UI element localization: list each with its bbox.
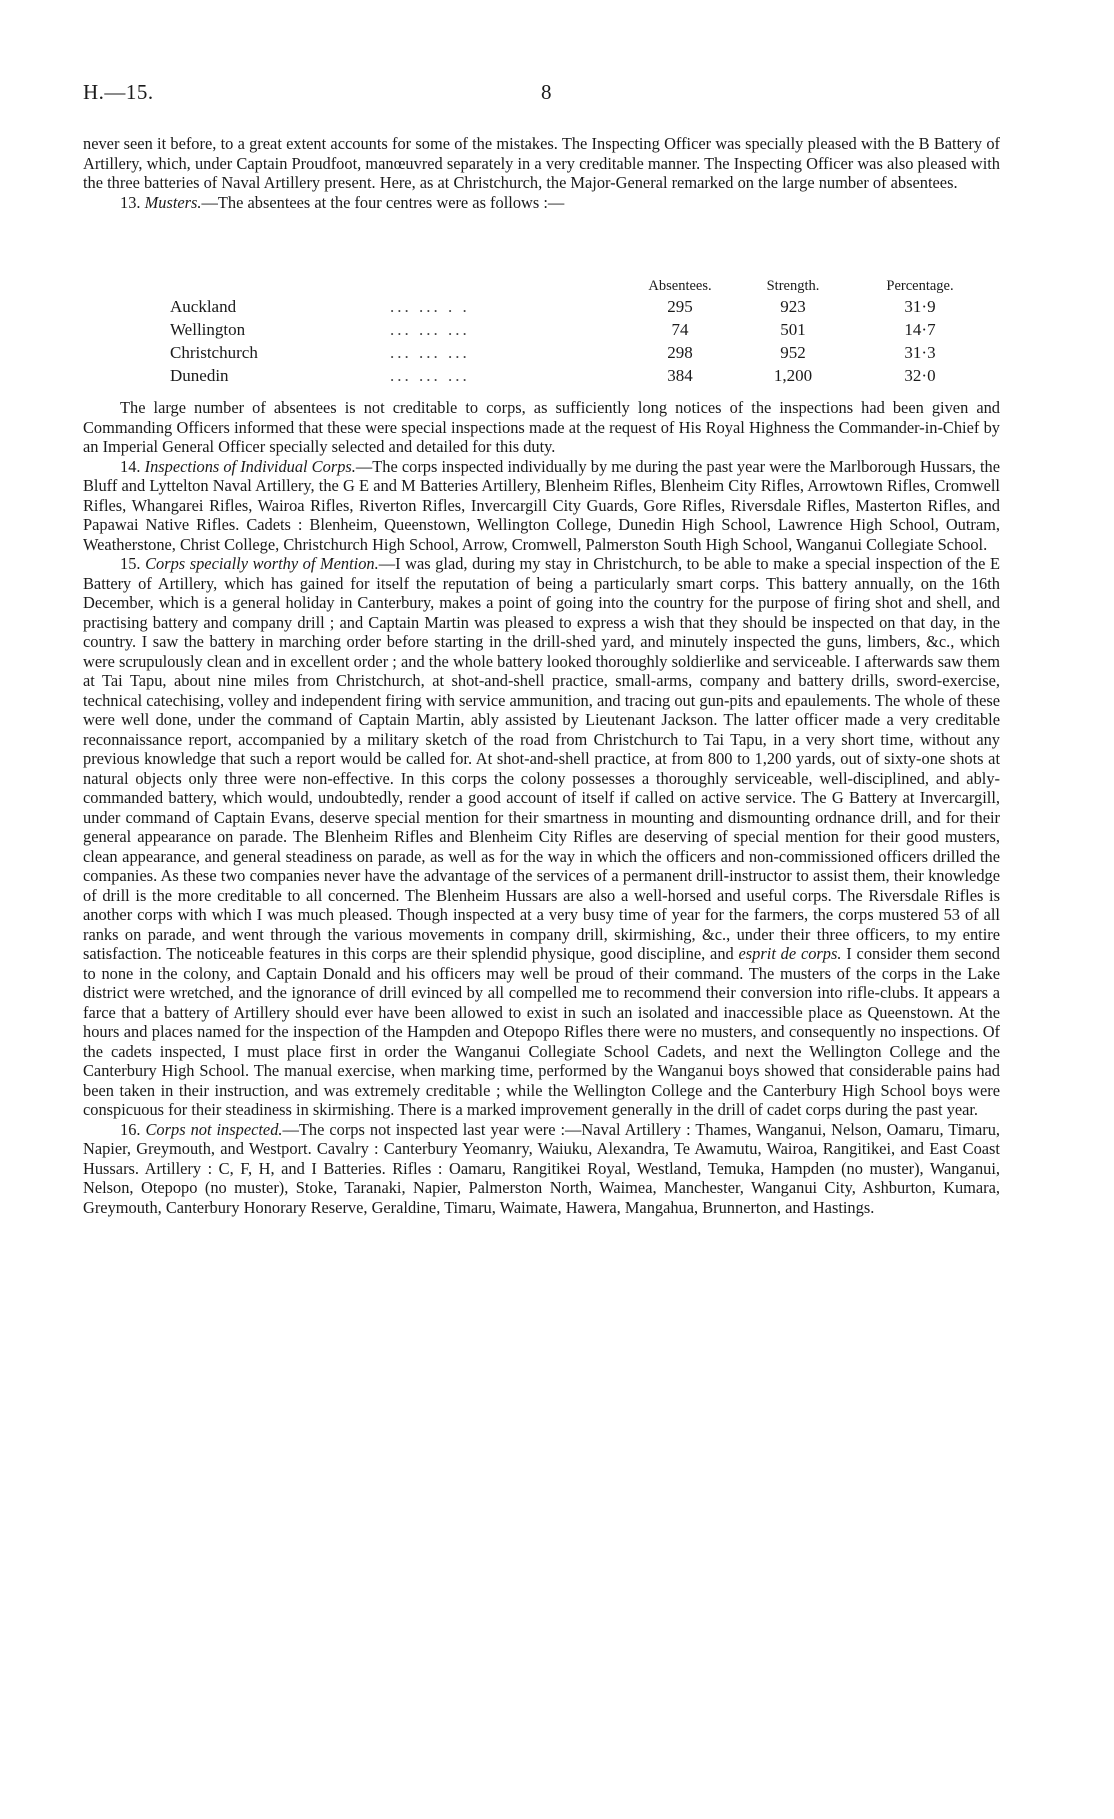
section-13-number: 13. <box>120 192 141 212</box>
leader-dots: ... ... ... <box>390 366 470 385</box>
section-16-heading: Corps not inspected. <box>145 1119 283 1139</box>
centre-name: Dunedin <box>170 366 229 385</box>
paragraph-absentees: The large number of absentees is not creditable to corps, as sufficiently long notices of the inspections had been given and Commanding Officers informed that these were special inspections made at the request of His Royal Highness the Commander-in-Chief by an Imperial General Officer specially selected and detailed for this duty. <box>83 398 1000 456</box>
strength-value: 1,200 <box>773 366 813 385</box>
absentees-value: 74 <box>671 320 689 339</box>
section-13-intro <box>83 193 1000 213</box>
strength-value: 952 <box>780 343 806 362</box>
centre-name: Christchurch <box>170 343 258 362</box>
section-15-number: 15. <box>120 554 141 573</box>
col-strength-header: Strength. <box>766 278 820 294</box>
body-text-main <box>83 398 1000 1217</box>
document-reference: H.—15. <box>83 80 154 104</box>
section-15 <box>83 554 1000 1120</box>
strength-value: 923 <box>780 297 806 316</box>
absentees-value: 295 <box>667 297 693 316</box>
col-absentees-header: Absentees. <box>648 278 712 294</box>
paragraph-continued: never seen it before, to a great extent accounts for some of the mistakes. The Inspecting Officer was specially pleased with the B Battery of Artillery, which, under Captain Proudfoot, manœuvred separately in a very creditable manner. The Inspecting Officer was also pleased with the three batteries of Naval Artillery present. Here, as at Christchurch, the Major-General remarked on the large number of absentees. <box>83 134 1000 192</box>
section-16 <box>83 1120 1000 1218</box>
section-15-heading: Corps specially worthy of Mention. <box>145 554 379 573</box>
table-row <box>170 295 970 318</box>
absentees-value: 384 <box>667 366 693 385</box>
section-16-number: 16. <box>120 1119 141 1139</box>
percentage-value: 31·3 <box>904 343 936 362</box>
table-row <box>170 318 970 341</box>
leader-dots: ... ... ... <box>390 343 470 362</box>
strength-value: 501 <box>780 320 806 339</box>
musters-table <box>170 275 970 387</box>
section-14-heading: Inspections of Individual Corps. <box>144 456 356 476</box>
body-text-top <box>83 134 1000 212</box>
table-row <box>170 341 970 364</box>
section-15-text: —I was glad, during my stay in Christchurch, to be able to make a special inspection of the E Battery of Artillery, which has gained for itself the reputation of being a particularly smart corps. This battery annually, on the 16th December, which is a general holiday in Canterbury, makes a point of going into the country for the purpose of firing shot and shell, and practising battery and company drill ; and Captain Martin was pleased to express a wish that they should be inspected on that day, in the country. I saw the battery in marching order before starting in the drill-shed yard, and minutely inspected the guns, limbers, &c., which were scrupulously clean and in excellent order ; and the whole battery looked thoroughly soldierlike and serviceable. I afterwards saw them at Tai Tapu, about nine miles from Christchurch, at shot-and-shell practice, small-arms, company and battery drills, sword-exercise, technical catechising, volley and independent firing with service ammunition, and tracing out gun-pits and epaulements. The whole of these were well done, under the command of Captain Martin, ably assisted by Lieutenant Jackson. The latter officer made a very creditable reconnaissance report, accompanied by a military sketch of the road from Christchurch to Tai Tapu, in a very short time, without any previous knowledge that such a report would be called for. At shot-and-shell practice, at from 800 to 1,200 yards, out of sixty-one shots at natural objects only three were non-effective. In this corps the colony possesses a thoroughly serviceable, well-disciplined, and ably-commanded battery, which would, undoubtedly, render a good account of itself if called on active service. The G Battery at Invercargill, under command of Captain Evans, deserve special mention for their smartness in mounting and dismounting ordnance drill, and for their general appearance on parade. The Blenheim Rifles and Blenheim City Rifles are deserving of special mention for their good musters, clean appearance, and general steadiness on parade, as well as for the way in which the officers and non-commissioned officers drilled the companies. As these two companies never have the advantage of the services of a permanent drill-instructor to assist them, their knowledge of drill is the more creditable to all concerned. The Blenheim Hussars are also a well-horsed and useful corps. The Riversdale Rifles is another corps with which I was much pleased. Though inspected at a very busy time of year for the farmers, the corps mustered 53 of all ranks on parade, and went through the various movements in company drill, skirmishing, &c., under their three officers, to my entire satisfaction. The noticeable features in this corps are their splendid physique, good discipline, and <box>83 554 1000 963</box>
col-percentage-header: Percentage. <box>886 278 954 294</box>
centre-name: Auckland <box>170 297 237 316</box>
centre-name: Wellington <box>170 320 246 339</box>
section-14 <box>83 457 1000 555</box>
table-row <box>170 364 970 387</box>
percentage-value: 32·0 <box>904 366 936 385</box>
section-15-italic-phrase: esprit de corps. <box>738 944 842 963</box>
section-14-text: —The corps inspected individually by me during the past year were the Marlborough Hussars, the Bluff and Lyttelton Naval Artillery, the G E and M Batteries Artillery, Blenheim Rifles, Blenheim City Rifles, Arrowtown Rifles, Cromwell Rifles, Whangarei Rifles, Wairoa Rifles, Riverton Rifles, Invercargill City Guards, Gore Rifles, Riversdale Rifles, Masterton Rifles, and Papawai Native Rifles. Cadets : Blenheim, Queenstown, Wellington College, Dunedin High School, Lawrence High School, Outram, Weatherstone, Christ College, Christchurch High School, Arrow, Cromwell, Palmerston South High School, Wanganui Collegiate School. <box>83 456 1001 554</box>
section-14-number: 14. <box>120 456 141 476</box>
section-13-text: —The absentees at the four centres were as follows :— <box>201 192 565 212</box>
percentage-value: 14·7 <box>904 320 936 339</box>
section-13-heading: Musters. <box>144 192 202 212</box>
page-number: 8 <box>541 80 552 104</box>
section-15-text-continued: I consider them second to none in the colony, and Captain Donald and his officers may well be proud of their command. The musters of the corps in the Lake district were wretched, and the ignorance of drill evinced by all compelled me to recommend their conversion into rifle-clubs. It appears a farce that a battery of Artillery should ever have been allowed to exist in such an isolated and inaccessible place as Queenstown. At the hours and places named for the inspection of the Hampden and Otepopo Rifles there were no musters, and consequently no inspections. Of the cadets inspected, I must place first in order the Wanganui Collegiate School Cadets, and next the Wellington College and the Canterbury High School. The manual exercise, when marking time, performed by the Wanganui boys showed that considerable pains had been taken in their instruction, and was extremely creditable ; while the Wellington College and the Canterbury High School boys were conspicuous for their steadiness in skirmishing. There is a marked improvement generally in the drill of cadet corps during the past year. <box>83 944 1000 1119</box>
leader-dots: ... ... . . <box>390 297 470 316</box>
leader-dots: ... ... ... <box>390 320 470 339</box>
section-16-text: —The corps not inspected last year were :—Naval Artillery : Thames, Wanganui, Nelson, Oamaru, Timaru, Napier, Greymouth, and Westport. Cavalry : Canterbury Yeomanry, Waiuku, Alexandra, Te Awamutu, Wairoa, Rangitikei, and East Coast Hussars. Artillery : C, F, H, and I Batteries. Rifles : Oamaru, Rangitikei Royal, Westland, Temuka, Hampden (no muster), Wanganui, Nelson, Otepopo (no muster), Stoke, Taranaki, Napier, Palmerston North, Waimea, Manchester, Wanganui City, Ashburton, Kumara, Greymouth, Canterbury Honorary Reserve, Geraldine, Timaru, Waimate, Hawera, Mangahua, Brunnerton, and Hastings. <box>83 1119 1001 1217</box>
musters-table-header <box>170 275 970 295</box>
percentage-value: 31·9 <box>904 297 936 316</box>
absentees-value: 298 <box>667 343 693 362</box>
